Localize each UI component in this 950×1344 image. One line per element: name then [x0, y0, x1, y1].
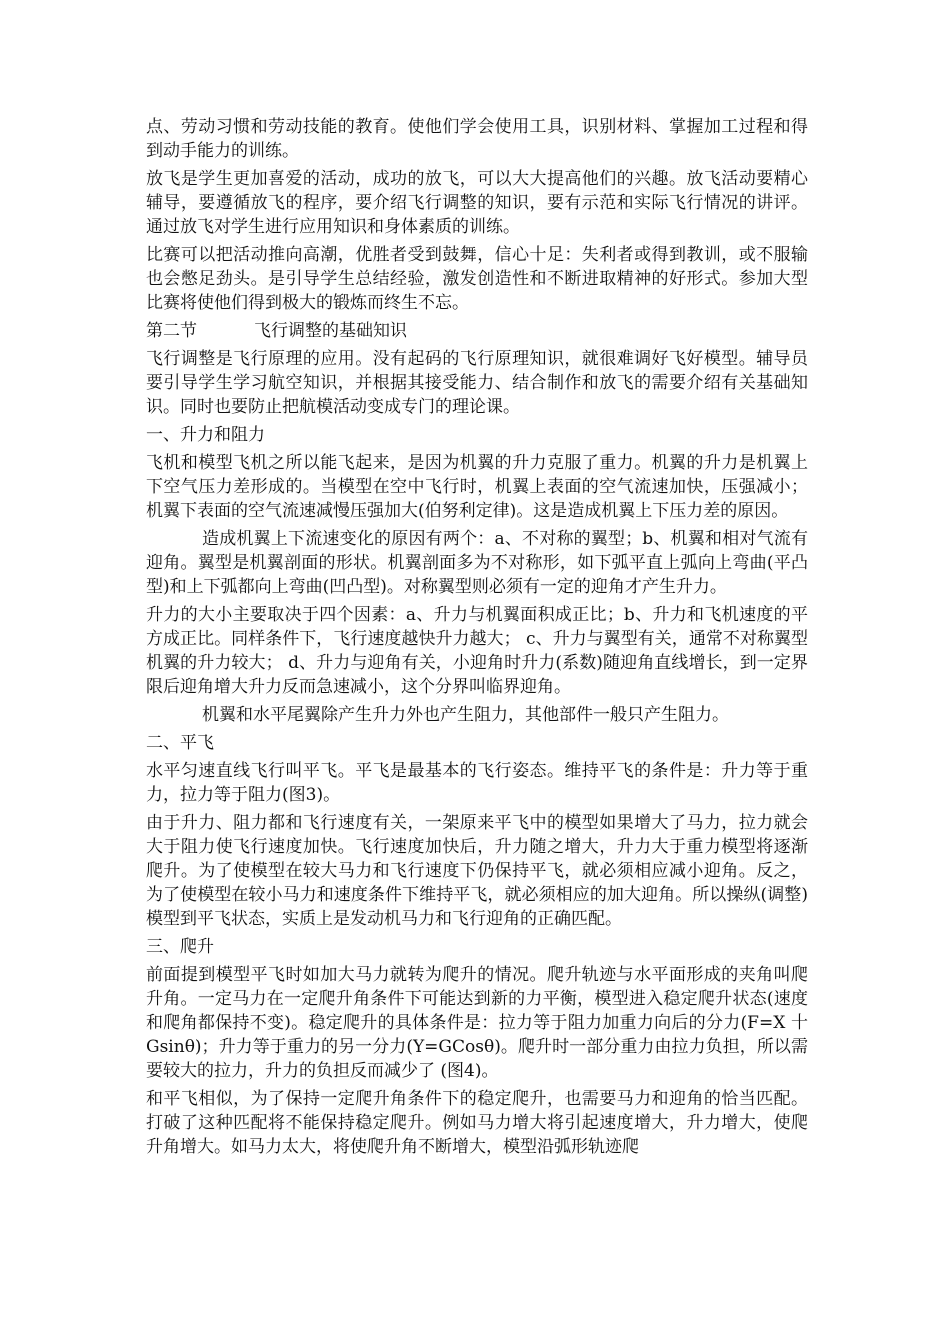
heading-lift-drag: 一、升力和阻力: [146, 425, 265, 445]
paragraph-lift-3: 升力的大小主要取决于四个因素：a、升力与机翼面积成正比；b、升力和飞机速度的平方成正比。同样条件下，飞行速度越快升力越大； c、升力与翼型有关，通常不对称翼型机翼的升力较大； d、升力与迎角有关，小迎角时升力(系数)随迎角直线增长，到一定界限后迎角增大升力反而急速减小，这个分界叫临界迎角。: [146, 605, 808, 697]
heading-climb: 三、爬升: [146, 937, 214, 957]
paragraph-level-2: 由于升力、阻力都和飞行速度有关，一架原来平飞中的模型如果增大了马力，拉力就会大于阻力使飞行速度加快。飞行速度加快后，升力随之增大，升力大于重力模型将逐渐爬升。为了使模型在较大马力和飞行速度下仍保持平飞，就必须相应减小迎角。反之，为了使模型在较小马力和速度条件下维持平飞，就必须相应的加大迎角。所以操纵(调整)模型到平飞状态，实质上是发动机马力和飞行迎角的正确匹配。: [146, 813, 808, 929]
paragraph-labor-education: 点、劳动习惯和劳动技能的教育。使他们学会使用工具，识别材料、掌握加工过程和得到动手能力的训练。: [146, 117, 808, 161]
paragraph-lift-2: 造成机翼上下流速变化的原因有两个：a、不对称的翼型；b、机翼和相对气流有迎角。翼型是机翼剖面的形状。机翼剖面多为不对称形，如下弧平直上弧向上弯曲(平凸型)和上下弧都向上弯曲(凹凸型)。对称翼型则必须有一定的迎角才产生升力。: [146, 529, 808, 597]
document-page: [146, 115, 808, 1163]
section-title: 飞行调整的基础知识: [254, 321, 407, 341]
heading-level-flight: 二、平飞: [146, 733, 214, 753]
paragraph-climb-2: 和平飞相似，为了保持一定爬升角条件下的稳定爬升，也需要马力和迎角的恰当匹配。打破了这种匹配将不能保持稳定爬升。例如马力增大将引起速度增大，升力增大，使爬升角增大。如马力太大，将使爬升角不断增大，模型沿弧形轨迹爬: [146, 1089, 808, 1157]
paragraph-lift-1: 飞机和模型飞机之所以能飞起来，是因为机翼的升力克服了重力。机翼的升力是机翼上下空气压力差形成的。当模型在空中飞行时，机翼上表面的空气流速加快，压强减小；机翼下表面的空气流速减慢压强加大(伯努利定律)。这是造成机翼上下压力差的原因。: [146, 453, 808, 521]
paragraph-lift-4: 机翼和水平尾翼除产生升力外也产生阻力，其他部件一般只产生阻力。: [202, 705, 729, 725]
paragraph-climb-1: 前面提到模型平飞时如加大马力就转为爬升的情况。爬升轨迹与水平面形成的夹角叫爬升角。一定马力在一定爬升角条件下可能达到新的力平衡，模型进入稳定爬升状态(速度和爬角都保持不变)。稳定爬升的具体条件是：拉力等于阻力加重力向后的分力(F=X 十 Gsinθ)；升力等于重力的另一分力(Y=GCosθ)。爬升时一部分重力由拉力负担，所以需要较大的拉力，升力的负担反而减少了 (图4)。: [146, 965, 808, 1081]
section-heading: [146, 319, 808, 343]
paragraph-flying-activity: 放飞是学生更加喜爱的活动，成功的放飞，可以大大提高他们的兴趣。放飞活动要精心辅导，要遵循放飞的程序，要介绍飞行调整的知识，要有示范和实际飞行情况的讲评。通过放飞对学生进行应用知识和身体素质的训练。: [146, 169, 808, 237]
paragraph-level-1: 水平匀速直线飞行叫平飞。平飞是最基本的飞行姿态。维持平飞的条件是：升力等于重力，拉力等于阻力(图3)。: [146, 761, 808, 805]
paragraph-intro: 飞行调整是飞行原理的应用。没有起码的飞行原理知识，就很难调好飞好模型。辅导员要引导学生学习航空知识，并根据其接受能力、结合制作和放飞的需要介绍有关基础知识。同时也要防止把航模活动变成专门的理论课。: [146, 349, 808, 417]
paragraph-competition: 比赛可以把活动推向高潮，优胜者受到鼓舞，信心十足：失利者或得到教训，或不服输也会憋足劲头。是引导学生总结经验，激发创造性和不断进取精神的好形式。参加大型比赛将使他们得到极大的锻炼而终生不忘。: [146, 245, 808, 313]
section-number: 第二节: [146, 321, 197, 341]
